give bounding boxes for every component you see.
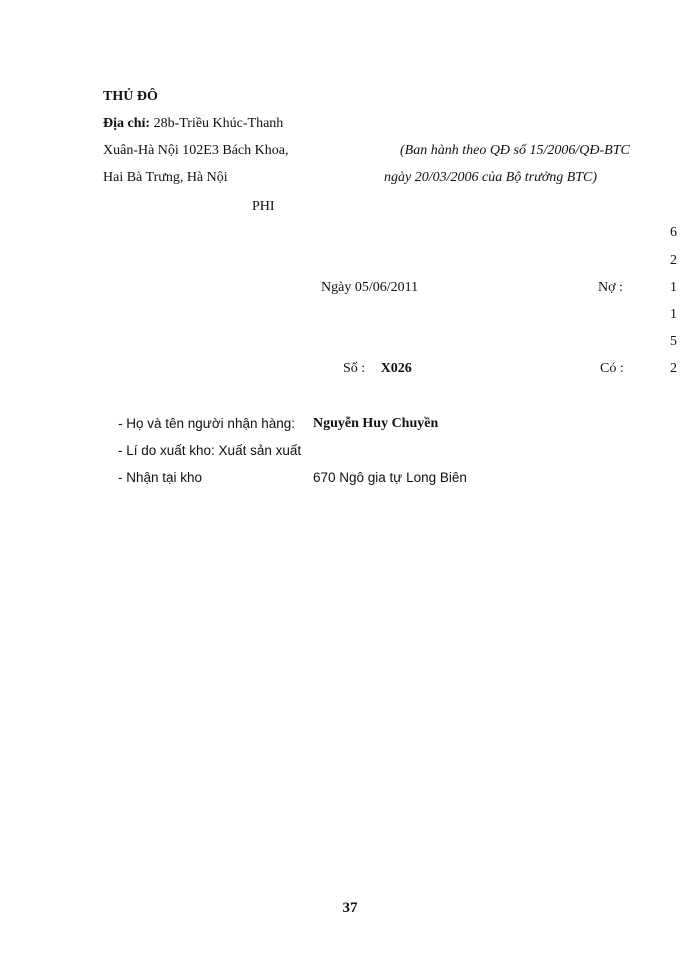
document-date: Ngày 05/06/2011 [321, 280, 419, 295]
company-address-line-1 [103, 115, 283, 133]
credit-label: Có : [600, 361, 624, 376]
account-digit: 6 [670, 225, 677, 240]
field-label-reason: - Lí do xuất kho: Xuất sản xuất [118, 443, 302, 458]
company-address-line-2: Xuân-Hà Nội 102E3 Bách Khoa, [103, 143, 289, 158]
company-name: THỦ ĐÔ [103, 89, 158, 104]
regulation-line-1: (Ban hành theo QĐ số 15/2006/QĐ-BTC [400, 143, 630, 158]
company-address-line-3: Hai Bà Trưng, Hà Nội [103, 170, 228, 185]
number-value: X026 [380, 361, 412, 376]
account-digit: 2 [670, 253, 677, 268]
account-digit: 2 [670, 361, 677, 376]
field-label-warehouse: - Nhận tại kho [118, 470, 203, 485]
number-label: Số : [343, 361, 366, 376]
address-text: 28b-Triều Khúc-Thanh [153, 116, 284, 131]
account-digit: 1 [670, 280, 677, 295]
form-title-fragment: PHI [252, 199, 275, 214]
document-number [343, 360, 412, 378]
field-value-receiver: Nguyễn Huy Chuyền [313, 416, 439, 431]
regulation-line-2: ngày 20/03/2006 của Bộ trưởng BTC) [384, 170, 598, 185]
address-label: Địa chỉ: [103, 116, 151, 131]
account-digit: 1 [670, 307, 677, 322]
account-digit: 5 [670, 334, 677, 349]
field-value-warehouse: 670 Ngô gia tự Long Biên [313, 470, 467, 485]
debit-label: Nợ : [598, 280, 623, 295]
page-number: 37 [342, 900, 358, 916]
field-label-receiver: - Họ và tên người nhận hàng: [118, 416, 296, 431]
